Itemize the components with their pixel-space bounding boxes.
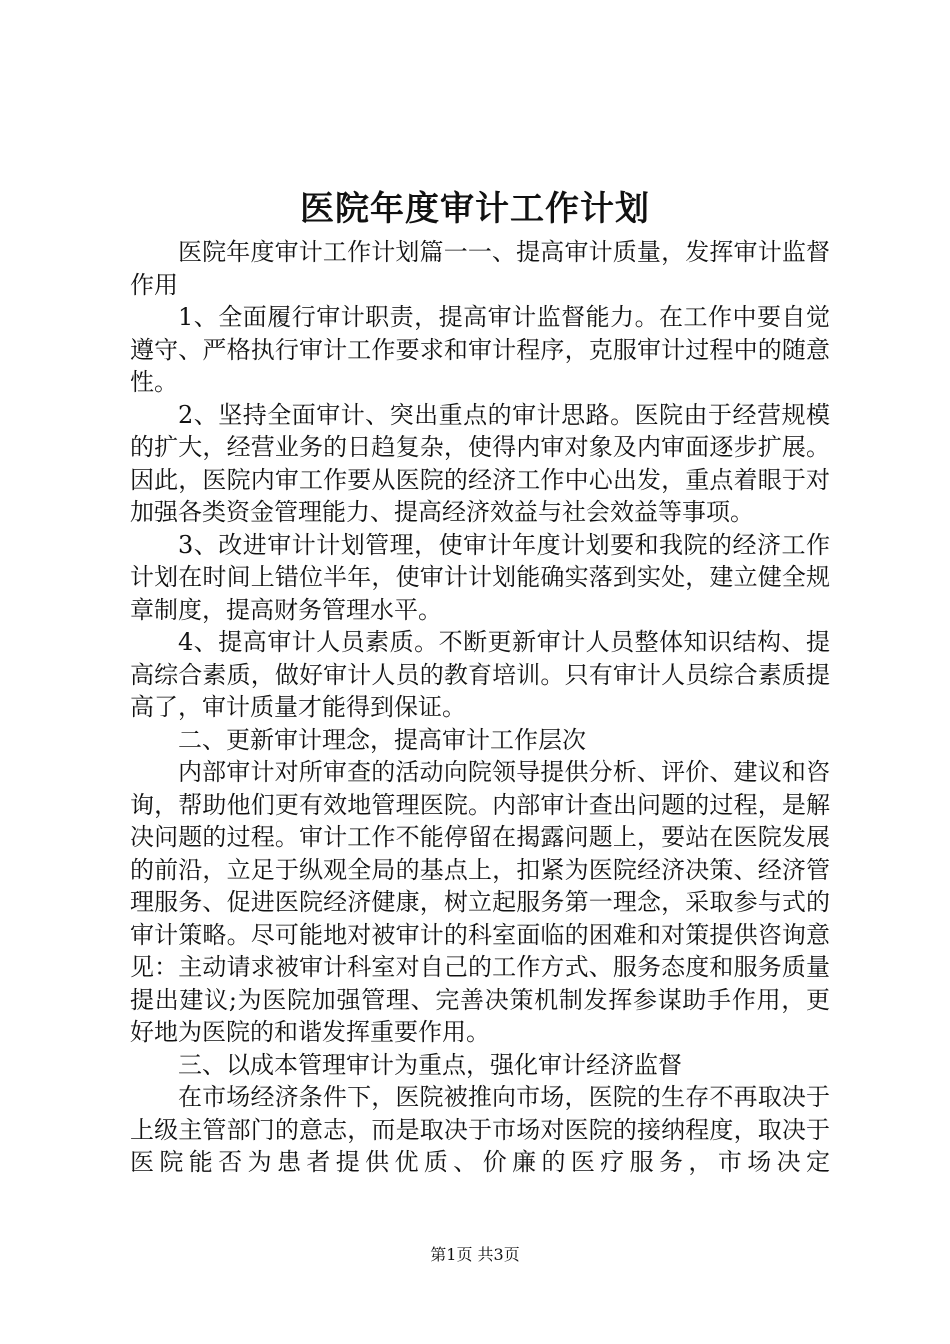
paragraph-item-3: 3、改进审计计划管理，使审计年度计划要和我院的经济工作计划在时间上错位半年，使审计计划能确实落到实处，建立健全规章制度，提高财务管理水平。 <box>130 530 830 624</box>
paragraph-item-1: 1、全面履行审计职责，提高审计监督能力。在工作中要自觉遵守、严格执行审计工作要求和审计程序，克服审计过程中的随意性。 <box>130 303 830 396</box>
document-title: 医院年度审计工作计划 <box>300 189 650 229</box>
paragraph-item-2: 2、坚持全面审计、突出重点的审计思路。医院由于经营规模的扩大，经营业务的日趋复杂，使得内审对象及内审面逐步扩展。因此，医院内审工作要从医院的经济工作中心出发，重点着眼于对加强各类资金管理能力、提高经济效益与社会效益等事项。 <box>130 400 830 526</box>
section-heading-3: 三、以成本管理审计为重点，强化审计经济监督 <box>178 1050 682 1079</box>
paragraph-section-3: 在市场经济条件下，医院被推向市场，医院的生存不再取决于上级主管部门的意志，而是取决于市场对医院的接纳程度，取决于医院能否为患者提供优质、价廉的医疗服务，市场决定 <box>130 1083 830 1176</box>
page-number-footer: 第1页 共3页 <box>430 1245 520 1264</box>
document-body <box>130 236 830 1179</box>
paragraph-intro: 医院年度审计工作计划篇一一、提高审计质量，发挥审计监督作用 <box>130 238 830 299</box>
section-heading-2: 二、更新审计理念，提高审计工作层次 <box>178 725 586 754</box>
paragraph-item-4: 4、提高审计人员素质。不断更新审计人员整体知识结构、提高综合素质，做好审计人员的教育培训。只有审计人员综合素质提高了，审计质量才能得到保证。 <box>130 628 830 721</box>
paragraph-section-2: 内部审计对所审查的活动向院领导提供分析、评价、建议和咨询，帮助他们更有效地管理医院。内部审计查出问题的过程，是解决问题的过程。审计工作不能停留在揭露问题上，要站在医院发展的前沿，立足于纵观全局的基点上，扣紧为医院经济决策、经济管理服务、促进医院经济健康，树立起服务第一理念，采取参与式的审计策略。尽可能地对被审计的科室面临的困难和对策提供咨询意见：主动请求被审计科室对自己的工作方式、服务态度和服务质量提出建议;为医院加强管理、完善决策机制发挥参谋助手作用，更好地为医院的和谐发挥重要作用。 <box>130 758 830 1046</box>
